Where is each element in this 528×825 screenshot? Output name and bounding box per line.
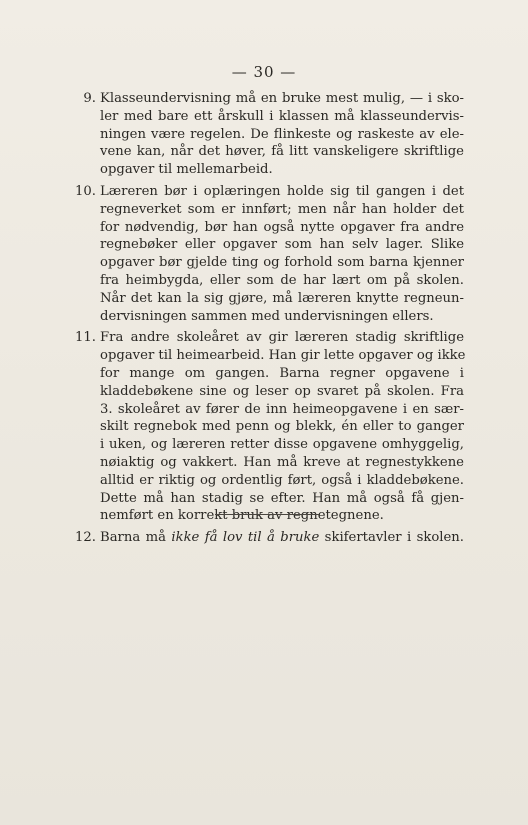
- text-after-emphasis: skifertavler i skolen.: [319, 530, 464, 546]
- item-number: 12.: [75, 530, 96, 546]
- text-line: [100, 529, 464, 547]
- text-line: alltid er riktig og ordentlig ført, også i kladdebøkene.: [100, 472, 464, 488]
- text-line: Læreren bør i oplæringen holde sig til gangen i det: [100, 183, 464, 199]
- text-line: for mange om gangen. Barna regner opgavene i: [100, 365, 464, 381]
- text-line: opgaver til mellemarbeid.: [100, 162, 273, 178]
- text-line: opgaver til heimearbeid. Han gir lette opgaver og ikke: [100, 348, 466, 364]
- text-line: regnebøker eller opgaver som han selv lager. Slike: [100, 237, 464, 253]
- text-line: i uken, og læreren retter disse opgavene omhyggelig,: [100, 437, 464, 453]
- text-line: Fra andre skoleåret av gir læreren stadig skriftlige: [100, 330, 464, 346]
- list-item-10: [72, 183, 464, 325]
- text-line: ler med bare ett årskull i klassen må klasseundervis-: [100, 108, 464, 124]
- list-item-9: [72, 90, 464, 179]
- text-line: Klasseundervisning må en bruke mest mulig, — i sko-: [100, 91, 464, 106]
- text-line: regneverket som er innført; men når han holder det: [100, 201, 464, 217]
- text-line: Når det kan la sig gjøre, må læreren knytte regneun-: [100, 290, 464, 306]
- text-before-emphasis: Barna må: [100, 530, 172, 546]
- section-divider: [215, 514, 319, 515]
- text-line: nøiaktig og vakkert. Han må kreve at regnestykkene: [100, 454, 464, 470]
- text-line: fra heimbygda, eller som de har lært om på skolen.: [100, 272, 464, 288]
- numbered-list: [72, 90, 464, 551]
- text-line: opgaver bør gjelde ting og forhold som barna kjenner: [100, 255, 464, 271]
- text-line: 3. skoleåret av fører de inn heimeopgavene i en sær-: [100, 401, 464, 417]
- text-line: dervisningen sammen med undervisningen ellers.: [100, 308, 434, 324]
- text-line: skilt regnebok med penn og blekk, én eller to ganger: [100, 419, 464, 435]
- list-item-12: [72, 529, 464, 547]
- text-line: for nødvendig, bør han også nytte opgaver fra andre: [100, 219, 464, 235]
- text-line: vene kan, når det høver, få litt vanskeligere skriftlige: [100, 144, 464, 160]
- list-item-11: [72, 329, 464, 525]
- text-line: Dette må han stadig se efter. Han må også få gjen-: [100, 490, 464, 506]
- item-number: 10.: [75, 183, 96, 199]
- text-line: nemført en korrekt bruk av regnetegnene.: [100, 508, 384, 524]
- text-line: kladdebøkene sine og leser op svaret på skolen. Fra: [100, 383, 464, 399]
- page-number: — 30 —: [231, 63, 297, 81]
- text-line: ningen være regelen. De flinkeste og raskeste av ele-: [100, 126, 464, 142]
- emphasized-text: ikke få lov til å bruke: [171, 530, 320, 546]
- item-number: 11.: [75, 330, 96, 346]
- item-number: 9.: [83, 91, 96, 106]
